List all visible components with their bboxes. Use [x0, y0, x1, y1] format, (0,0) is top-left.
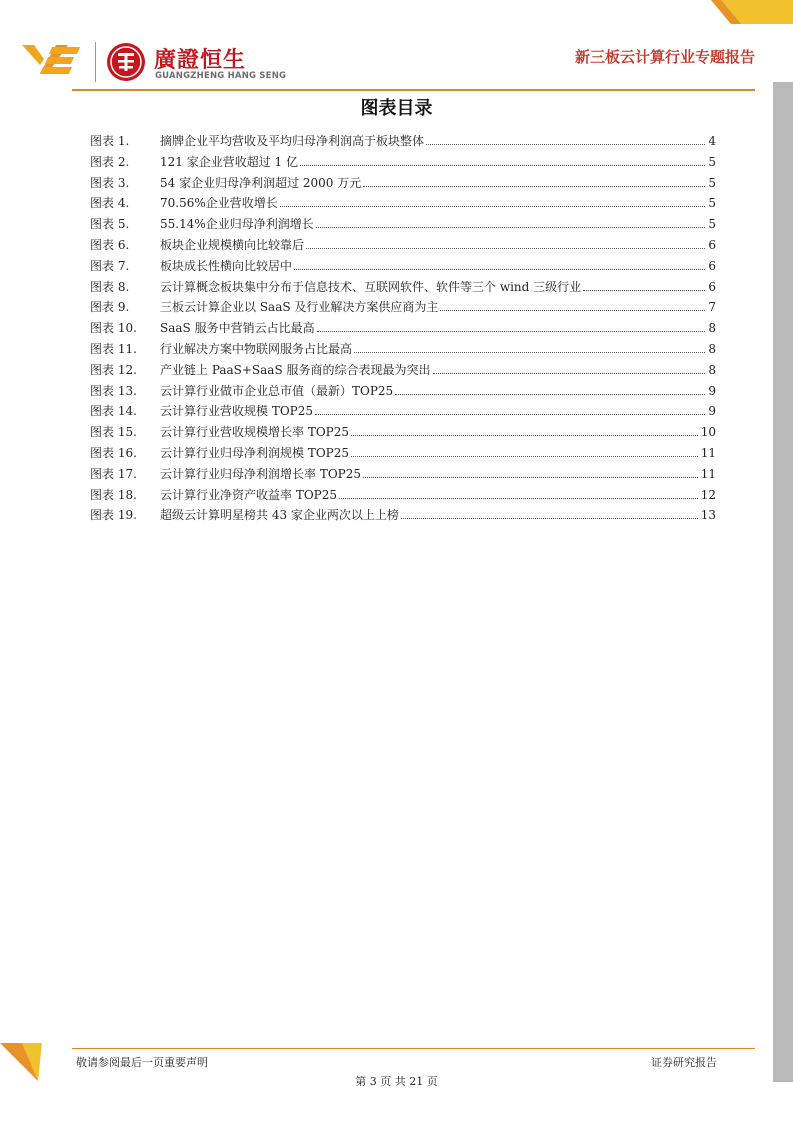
toc-entry-title: 121 家企业营收超过 1 亿: [160, 154, 298, 169]
header-rule: [72, 89, 755, 91]
toc-dot-leader: [351, 455, 698, 457]
toc-entry-page: 10: [700, 425, 716, 440]
toc-entry-title: 54 家企业归母净利润超过 2000 万元: [160, 175, 362, 190]
toc-entry-title: 云计算行业归母净利润规模 TOP25: [160, 445, 350, 460]
toc-dot-leader: [426, 143, 705, 145]
toc-entry-page: 6: [708, 258, 716, 273]
toc-entry-page: 5: [708, 175, 716, 190]
toc-entry[interactable]: [90, 214, 716, 235]
ye-logo-icon: [22, 43, 80, 79]
toc-entry-title: 云计算行业净资产收益率 TOP25: [160, 487, 338, 502]
toc-entry-page: 8: [708, 341, 716, 356]
toc-entry[interactable]: [90, 297, 716, 318]
toc-entry-title: 板块成长性横向比较居中: [160, 258, 293, 273]
toc-entry-page: 5: [708, 196, 716, 211]
toc-entry[interactable]: [90, 193, 716, 214]
toc-entry[interactable]: [90, 485, 716, 506]
toc-dot-leader: [583, 289, 705, 291]
toc-entry-label: 图表 11.: [90, 341, 137, 356]
toc-dot-leader: [363, 185, 705, 187]
page-title: 图表目录: [360, 98, 433, 119]
toc-entry-page: 13: [700, 508, 716, 523]
brand-name-en: GUANGZHENG HANG SENG: [155, 71, 287, 81]
toc-entry-label: 图表 1.: [90, 134, 130, 148]
toc-entry-page: 8: [708, 321, 716, 336]
toc-dot-leader: [401, 517, 698, 519]
toc-entry-label: 图表 7.: [90, 258, 130, 273]
toc-entry[interactable]: [90, 235, 716, 256]
toc-entry-label: 图表 18.: [90, 487, 137, 502]
toc-entry-title: 云计算行业营收规模增长率 TOP25: [160, 425, 350, 440]
toc-entry-label: 图表 9.: [90, 300, 130, 315]
toc-entry-page: 6: [708, 237, 716, 252]
toc-entry[interactable]: [90, 339, 716, 360]
toc-entry-title: 行业解决方案中物联网服务占比最高: [160, 341, 353, 356]
toc-entry-label: 图表 14.: [90, 404, 137, 419]
toc-dot-leader: [433, 372, 706, 374]
page-indicator: 第 3 页 共 21 页: [355, 1075, 438, 1088]
toc-entry-title: 云计算行业做市企业总市值（最新）TOP25: [160, 383, 394, 398]
toc-entry[interactable]: [90, 256, 716, 277]
toc-entry-page: 6: [708, 279, 716, 294]
toc-entry[interactable]: [90, 505, 716, 526]
toc-entry-page: 8: [708, 362, 716, 377]
toc-entry-title: 云计算行业营收规模 TOP25: [160, 404, 314, 419]
toc-entry-title: 三板云计算企业以 SaaS 及行业解决方案供应商为主: [160, 300, 439, 315]
toc-entry[interactable]: [90, 381, 716, 402]
toc-dot-leader: [351, 434, 698, 436]
brand-name-cn: 廣證恒生: [154, 48, 247, 73]
toc-entry-page: 11: [700, 466, 716, 481]
toc-entry[interactable]: [90, 131, 716, 152]
toc-entry-title: 70.56%企业营收增长: [160, 196, 278, 211]
toc-entry-label: 图表 16.: [90, 445, 137, 460]
toc-entry-title: 摘牌企业平均营收及平均归母净利润高于板块整体: [160, 134, 425, 148]
seal-logo-icon: [106, 42, 146, 82]
report-title: 新三板云计算行业专题报告: [574, 48, 755, 66]
footer-disclaimer: 敬请参阅最后一页重要声明: [76, 1056, 208, 1069]
toc-entry-label: 图表 3.: [90, 175, 130, 190]
toc-entry-title: 板块企业规模横向比较靠后: [160, 237, 305, 252]
toc-dot-leader: [395, 393, 705, 395]
toc-entry-title: SaaS 服务中营销云占比最高: [160, 321, 315, 336]
table-of-contents: [90, 131, 716, 526]
toc-entry-label: 图表 17.: [90, 466, 137, 481]
toc-entry-page: 4: [708, 134, 716, 148]
toc-entry-label: 图表 2.: [90, 154, 130, 169]
toc-entry-label: 图表 10.: [90, 321, 137, 336]
toc-entry-page: 9: [708, 383, 716, 398]
logo-divider: [95, 42, 96, 82]
toc-entry-label: 图表 15.: [90, 425, 137, 440]
toc-dot-leader: [440, 309, 705, 311]
toc-entry-label: 图表 4.: [90, 196, 130, 211]
toc-dot-leader: [294, 268, 705, 270]
toc-dot-leader: [280, 205, 706, 207]
toc-entry-label: 图表 8.: [90, 279, 130, 294]
footer-rule: [72, 1048, 755, 1049]
toc-entry[interactable]: [90, 464, 716, 485]
toc-entry-label: 图表 5.: [90, 217, 130, 232]
toc-dot-leader: [315, 413, 705, 415]
toc-entry-page: 9: [708, 404, 716, 419]
toc-entry-page: 5: [708, 217, 716, 232]
toc-entry-title: 产业链上 PaaS+SaaS 服务商的综合表现最为突出: [160, 362, 431, 377]
toc-entry-label: 图表 13.: [90, 383, 137, 398]
toc-entry-page: 7: [708, 300, 716, 315]
toc-dot-leader: [363, 476, 698, 478]
toc-entry-page: 11: [700, 445, 716, 460]
toc-entry[interactable]: [90, 443, 716, 464]
toc-entry-title: 云计算概念板块集中分布于信息技术、互联网软件、软件等三个 wind 三级行业: [160, 279, 582, 294]
toc-entry-label: 图表 6.: [90, 237, 130, 252]
toc-dot-leader: [339, 497, 698, 499]
corner-tab-decoration: [711, 0, 793, 24]
toc-entry[interactable]: [90, 401, 716, 422]
toc-entry-title: 55.14%企业归母净利润增长: [160, 217, 314, 232]
toc-entry-title: 云计算行业归母净利润增长率 TOP25: [160, 466, 362, 481]
toc-dot-leader: [317, 330, 706, 332]
toc-entry[interactable]: [90, 318, 716, 339]
toc-dot-leader: [300, 164, 705, 166]
toc-entry[interactable]: [90, 422, 716, 443]
toc-entry-title: 超级云计算明星榜共 43 家企业两次以上上榜: [160, 508, 399, 523]
toc-entry[interactable]: [90, 360, 716, 381]
toc-entry-page: 12: [700, 487, 716, 502]
toc-dot-leader: [306, 247, 705, 249]
side-bar-decoration: [773, 82, 793, 1082]
toc-entry-label: 图表 12.: [90, 362, 137, 377]
toc-entry-label: 图表 19.: [90, 508, 137, 523]
toc-entry[interactable]: [90, 277, 716, 298]
toc-entry-page: 5: [708, 154, 716, 169]
toc-dot-leader: [354, 351, 705, 353]
footer-report-type: 证券研究报告: [651, 1056, 717, 1069]
toc-entry[interactable]: [90, 173, 716, 194]
toc-dot-leader: [316, 226, 706, 228]
toc-entry[interactable]: [90, 152, 716, 173]
